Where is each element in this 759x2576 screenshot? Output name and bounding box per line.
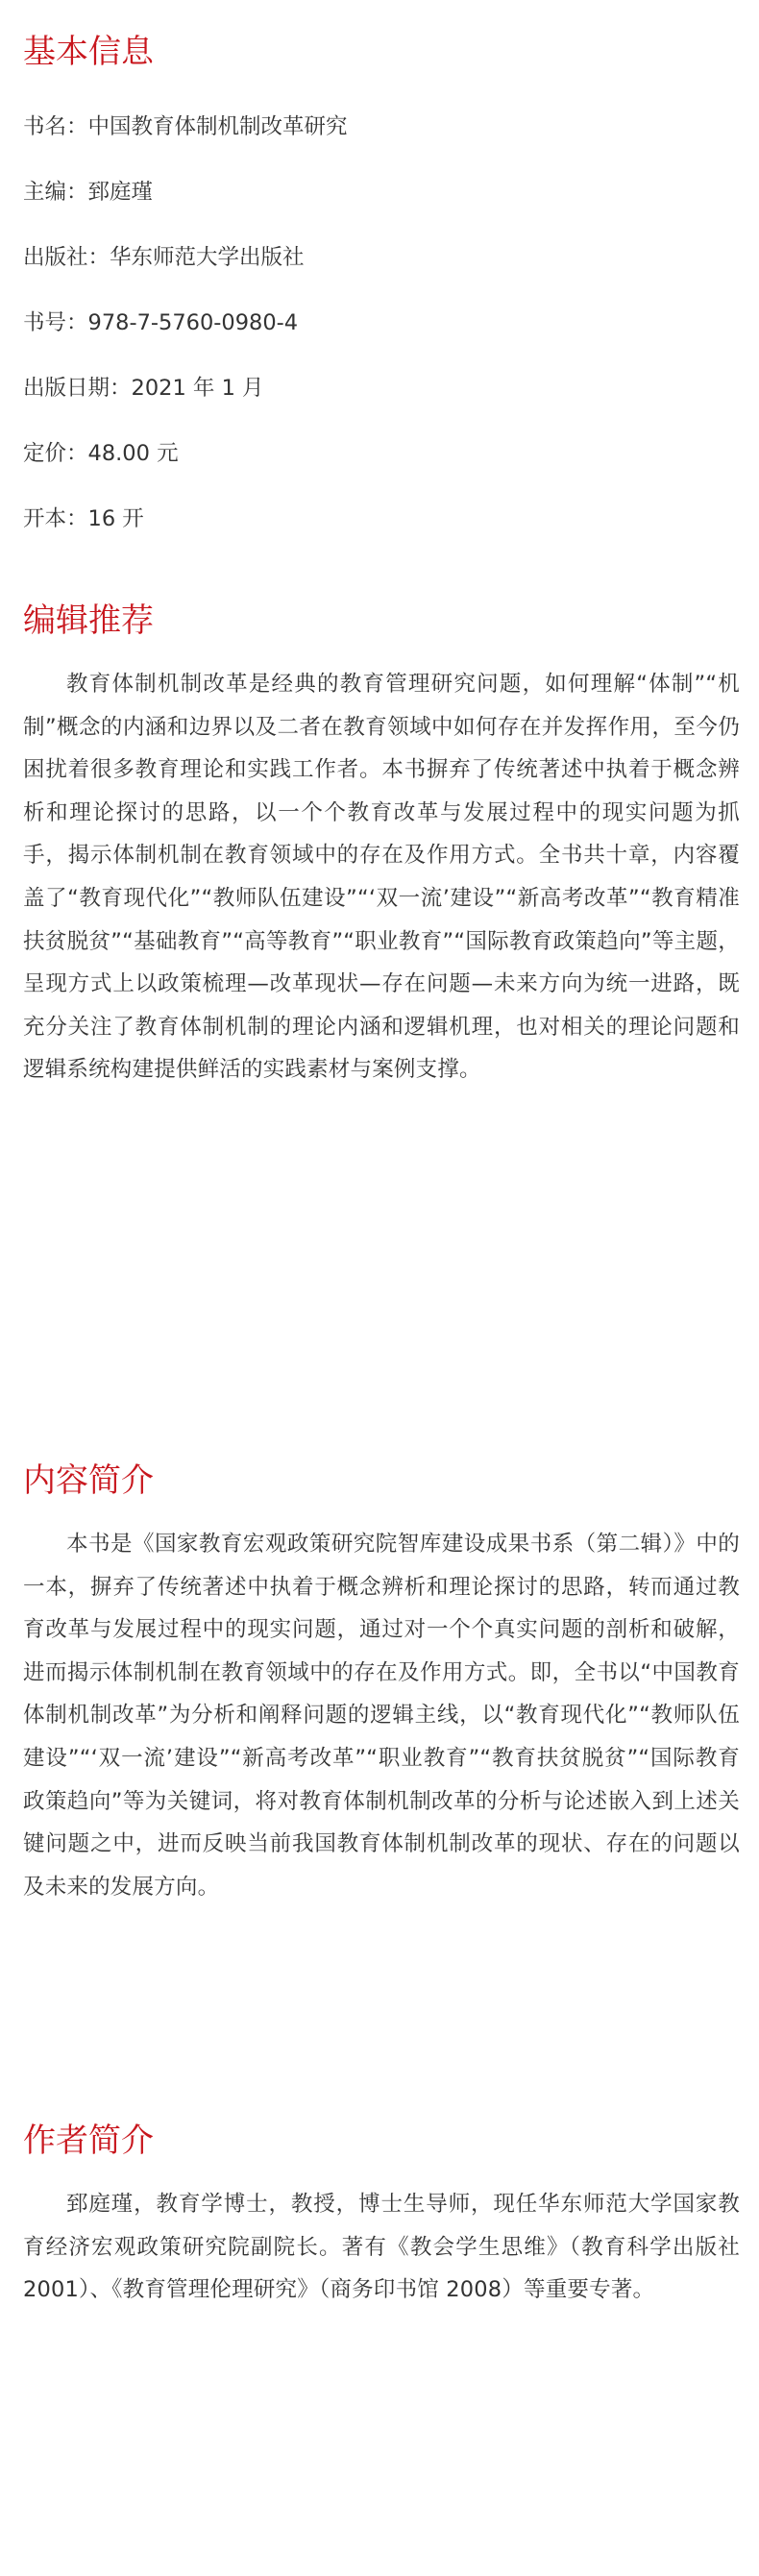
info-label: 主编：: [23, 180, 88, 205]
info-row-format: [23, 486, 740, 552]
basic-info-heading: 基本信息: [23, 33, 154, 71]
editor-recommendation-heading: 编辑推荐: [23, 601, 154, 640]
content-summary-text: 本书是《国家教育宏观政策研究院智库建设成果书系（第二辑）》中的一本，摒弃了传统著述中执着于概念辨析和理论探讨的思路，转而通过教育改革与发展过程中的现实问题，通过对一个个真实问题的剖析和破解，进而揭示体制机制在教育领域中的存在及作用方式。即，全书以“中国教育体制机制改革”为分析和阐释问题的逻辑主线，以“教育现代化”“教师队伍建设”“‘双一流’建设”“新高考改革”“职业教育”“教育扶贫脱贫”“国际教育政策趋向”等为关键词，将对教育体制机制改革的分析与论述嵌入到上述关键问题之中，进而反映当前我国教育体制机制改革的现状、存在的问题以及未来的发展方向。: [23, 1532, 740, 1900]
info-row-price: [23, 421, 740, 486]
info-row-isbn: [23, 290, 740, 356]
info-value: 978-7-5760-0980-4: [87, 310, 299, 335]
author-section: [23, 2116, 740, 2312]
info-row-title: [23, 94, 740, 159]
info-row-publisher: [23, 225, 740, 290]
author-text: 郅庭瑾，教育学博士，教授，博士生导师，现任华东师范大学国家教育经济宏观政策研究院副院长。著有《教会学生思维》（教育科学出版社 2001）、《教育管理伦理研究》（商务印书馆 2008）等重要专著。: [23, 2192, 740, 2303]
info-value: 中国教育体制机制改革研究: [87, 114, 348, 139]
info-label: 开本：: [23, 506, 88, 531]
info-value: 郅庭瑾: [87, 180, 154, 205]
info-row-editor: [23, 159, 740, 225]
content-summary-section: [23, 1456, 740, 2116]
editor-recommendation-section: [23, 596, 740, 1456]
info-value: 48.00 元: [87, 441, 179, 466]
editor-recommendation-text: 教育体制机制改革是经典的教育管理研究问题，如何理解“体制”“机制”概念的内涵和边界以及二者在教育领域中如何存在并发挥作用，至今仍困扰着很多教育理论和实践工作者。本书摒弃了传统著述中执着于概念辨析和理论探讨的思路，以一个个教育改革与发展过程中的现实问题为抓手，揭示体制机制在教育领域中的存在及作用方式。全书共十章，内容覆盖了“教育现代化”“教师队伍建设”“‘双一流’建设”“新高考改革”“教育精准扶贫脱贫”“基础教育”“高等教育”“职业教育”“国际教育政策趋向”等主题，呈现方式上以政策梳理—改革现状—存在问题—未来方向为统一进路，既充分关注了教育体制机制的理论内涵和逻辑机理，也对相关的理论问题和逻辑系统构建提供鲜活的实践素材与案例支撑。: [23, 672, 740, 1083]
content-summary-heading: 内容简介: [23, 1461, 154, 1500]
info-label: 出版日期：: [23, 376, 132, 401]
info-value: 华东师范大学出版社: [110, 245, 305, 270]
info-row-publish-date: [23, 356, 740, 421]
info-value: 16 开: [87, 506, 144, 531]
info-label: 出版社：: [23, 245, 110, 270]
info-label: 书号：: [23, 310, 88, 335]
info-label: 定价：: [23, 441, 88, 466]
author-heading: 作者简介: [23, 2122, 154, 2160]
info-value: 2021 年 1 月: [131, 376, 264, 401]
info-label: 书名：: [23, 114, 88, 139]
basic-info-section: [23, 27, 740, 596]
